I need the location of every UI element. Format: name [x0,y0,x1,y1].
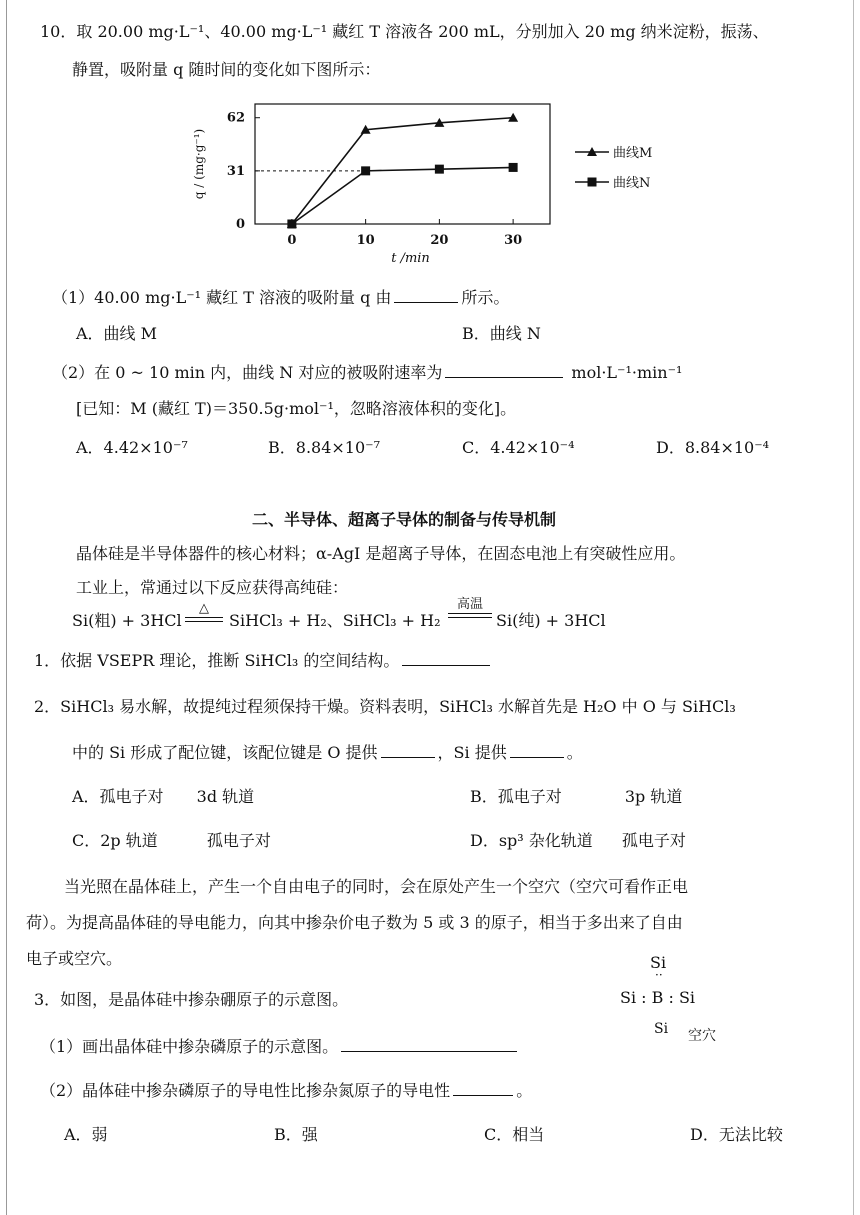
q2-option-a-value: 3d 轨道 [196,787,255,806]
adsorption-chart [190,92,690,272]
double-bar [448,613,492,618]
plot-frame [255,104,550,224]
equals-high-temp-symbol [448,598,492,618]
section-intro-1: 晶体硅是半导体器件的核心材料；α-AgI 是超离子导体，在固态电池上有突破性应用。 [76,544,686,563]
x-axis-label: t /min [391,251,430,266]
q10-sub1-option-a[interactable]: A．曲线 M [76,324,158,343]
section-title: 二、半导体、超离子导体的制备与传导机制 [252,510,557,529]
q3-option-d[interactable]: D．无法比较 [690,1125,783,1144]
diagram-middle-row: Si : B : Si [620,988,696,1007]
y-axis-label: q / (mg·g⁻¹) [192,128,206,200]
legend-label: 曲线N [613,176,651,191]
q3-option-a[interactable]: A．弱 [64,1125,108,1144]
legend-label: 曲线M [613,146,653,161]
q3-option-c[interactable]: C．相当 [484,1125,545,1144]
page-edge-left [6,0,7,1215]
y-tick-label: 31 [226,163,245,179]
q2-blank-si[interactable] [510,742,564,758]
para-line-1: 当光照在晶体硅上，产生一个自由电子的同时，会在原处产生一个空穴（空穴可看作正电 [64,877,689,896]
data-point-square [361,166,370,175]
q10-sub2-option-b[interactable]: B．8.84×10⁻⁷ [268,438,381,457]
q10-sub1-prefix: （1）40.00 mg·L⁻¹ 藏红 T 溶液的吸附量 q 由 [52,288,392,307]
equation-part-3: Si(纯) + 3HCl [496,611,606,630]
series-line-m [292,118,513,224]
x-tick-label: 0 [287,233,297,248]
q2-option-a[interactable] [72,787,254,806]
x-tick-label: 10 [356,233,375,248]
q3-option-b[interactable]: B．强 [274,1125,318,1144]
y-tick-label: 62 [226,110,245,126]
para-line-2: 荷）。为提高晶体硅的导电能力，向其中掺杂价电子数为 5 或 3 的原子，相当于多出来了自由 [26,913,683,932]
q3-sub1-blank[interactable] [341,1036,517,1052]
q2-line-1: 2．SiHCl₃ 易水解，故提纯过程须保持干燥。资料表明，SiHCl₃ 水解首先是 H₂O 中 O 与 SiHCl₃ [34,697,736,716]
diagram-si-bottom: Si [654,1021,669,1037]
q10-sub1-blank[interactable] [394,287,458,303]
q3-sub1-text: （1）画出晶体硅中掺杂磷原子的示意图。 [40,1037,339,1056]
q3-stem: 3．如图，是晶体硅中掺杂硼原子的示意图。 [34,990,349,1009]
double-bar [185,617,223,622]
q2-option-c-value: 孤电子对 [206,831,271,850]
para-line-3: 电子或空穴。 [26,949,123,968]
data-point-square [287,220,296,229]
q2-option-c-label: C．2p 轨道 [72,831,158,850]
q3-sub2 [40,1080,532,1100]
q2-option-b-label: B．孤电子对 [470,787,562,806]
q2-line-2 [72,742,583,762]
q10-sub2-unit: mol·L⁻¹·min⁻¹ [571,363,683,382]
equation-part-1: Si(粗) + 3HCl [72,611,182,630]
q10-sub1-suffix: 所示。 [461,288,510,307]
q1 [34,650,493,670]
q2-line2-b: ，Si 提供 [437,743,507,762]
q2-blank-o[interactable] [381,742,435,758]
y-tick-label: 0 [235,217,245,232]
x-tick-label: 30 [504,233,523,248]
high-temp-condition: 高温 [456,597,483,612]
diagram-si-top: Si [650,953,667,972]
q10-line-1: 10．取 20.00 mg·L⁻¹、40.00 mg·L⁻¹ 藏红 T 溶液各 200 mL，分别加入 20 mg 纳米淀粉，振荡、 [40,22,769,41]
x-tick-label: 20 [430,233,449,248]
legend-marker-square [588,178,597,187]
heat-condition: △ [199,601,209,616]
q10-sub2-option-c[interactable]: C．4.42×10⁻⁴ [462,438,575,457]
q3-sub2-prefix: （2）晶体硅中掺杂磷原子的导电性比掺杂氮原子的导电性 [40,1081,451,1100]
diagram-hole-label: 空穴 [688,1028,716,1044]
q2-line2-a: 中的 Si 形成了配位键，该配位键是 O 提供 [72,743,378,762]
q2-option-d-label: D．sp³ 杂化轨道 [470,831,593,850]
page-edge-right [853,0,854,1215]
q3-sub2-blank[interactable] [453,1080,513,1096]
q10-sub2-known: [已知：M (藏红 T)＝350.5g·mol⁻¹，忽略溶液体积的变化]。 [76,399,517,418]
q10-sub2-prefix: （2）在 0 ~ 10 min 内，曲线 N 对应的被吸附速率为 [52,363,443,382]
q10-sub2-option-a[interactable]: A．4.42×10⁻⁷ [76,438,188,457]
equals-heat-symbol [185,602,223,622]
equation-part-2: SiHCl₃ + H₂、SiHCl₃ + H₂ [229,611,441,630]
q2-option-a-label: A．孤电子对 [72,787,164,806]
q10-sub1 [52,287,509,307]
q3-sub1 [40,1036,520,1056]
data-point-square [509,163,518,172]
q3-sub2-suffix: 。 [516,1081,533,1100]
q1-text: 1．依据 VSEPR 理论，推断 SiHCl₃ 的空间结构。 [34,651,400,670]
q10-sub2 [52,362,682,382]
q10-sub1-option-b[interactable]: B．曲线 N [462,324,541,343]
diagram-electron-dots: ·· [655,968,663,982]
q2-option-d-value: 孤电子对 [621,831,686,850]
q2-line2-c: 。 [566,743,583,762]
section-intro-2: 工业上，常通过以下反应获得高纯硅： [76,578,349,597]
q2-option-c[interactable] [72,831,271,850]
data-point-square [435,165,444,174]
q10-sub2-option-d[interactable]: D．8.84×10⁻⁴ [656,438,770,457]
series-line-n [292,167,513,224]
q2-option-b[interactable] [470,787,682,806]
q10-sub2-blank[interactable] [445,362,563,378]
q2-option-b-value: 3p 轨道 [624,787,683,806]
q2-option-d[interactable] [470,831,686,850]
q1-blank[interactable] [402,650,490,666]
q10-line-2: 静置，吸附量 q 随时间的变化如下图所示： [72,60,381,79]
